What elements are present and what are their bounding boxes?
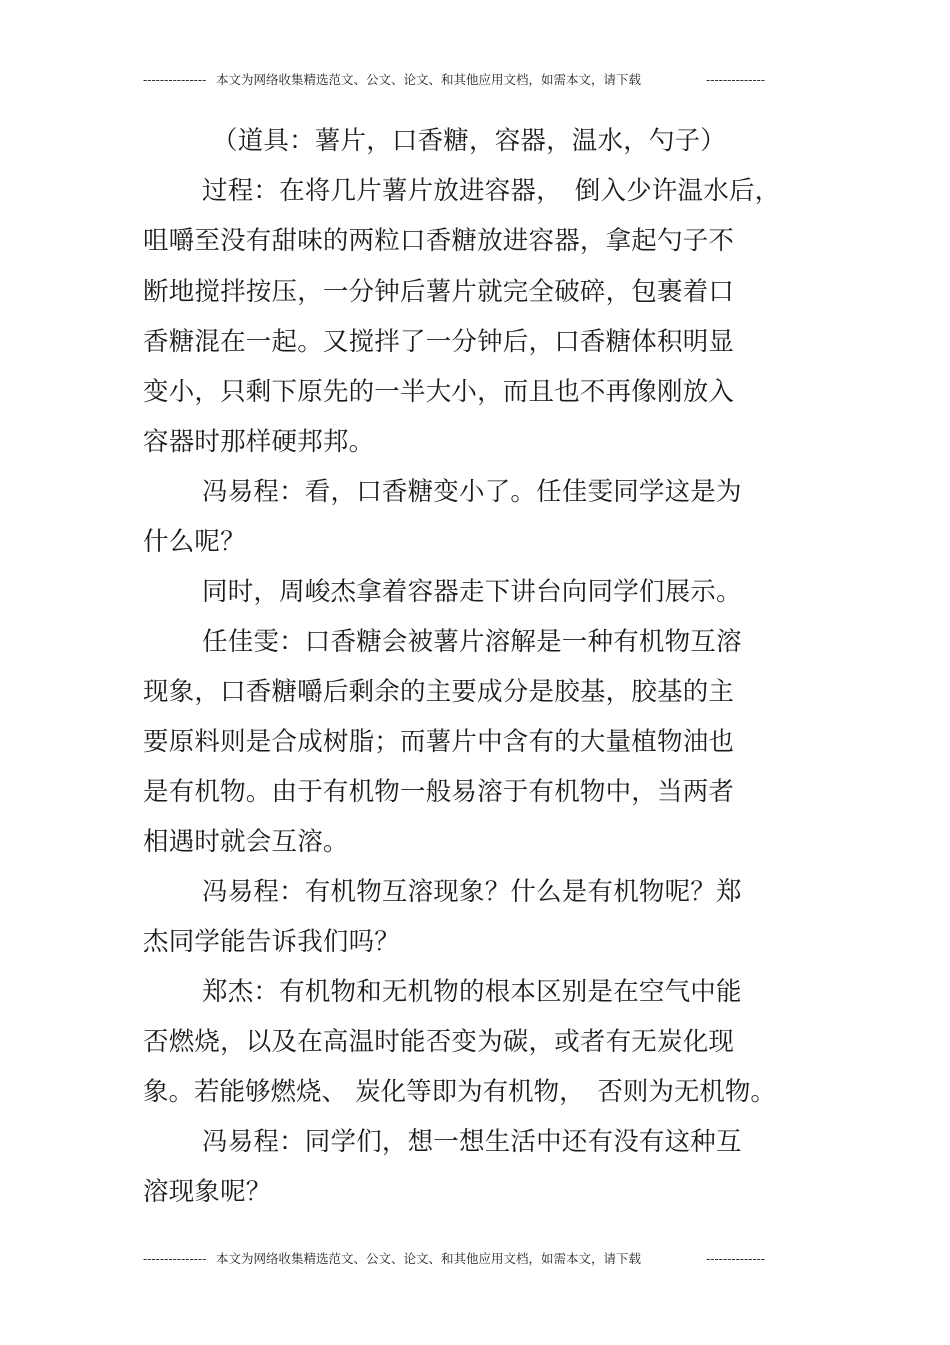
header-dash-left: --------------- [143, 72, 207, 87]
dialogue-line: 否燃烧，以及在高温时能否变为碳，或者有无炭化现 [143, 1027, 735, 1057]
dialogue-line: 相遇时就会互溶。 [143, 827, 349, 857]
footer-notice: 本文为网络收集精选范文、公文、论文、和其他应用文档，如需本文，请下载 [216, 1251, 642, 1266]
footer-dash-left: --------------- [143, 1251, 207, 1266]
page-header [0, 70, 950, 90]
narration-line: 同时，周峻杰拿着容器走下讲台向同学们展示。 [202, 577, 742, 607]
header-notice: 本文为网络收集精选范文、公文、论文、和其他应用文档，如需本文，请下载 [216, 72, 642, 87]
props-line: （道具：薯片，口香糖，容器，温水，勺子） [212, 126, 727, 156]
dialogue-line: 郑杰：有机物和无机物的根本区别是在空气中能 [202, 977, 742, 1007]
dialogue-line: 象。若能够燃烧、 炭化等即为有机物， 否则为无机物。 [143, 1077, 776, 1107]
dialogue-line: 什么呢？ [143, 527, 246, 557]
dialogue-line: 冯易程：有机物互溶现象？什么是有机物呢？郑 [202, 877, 742, 907]
process-paragraph-line: 容器时那样硬邦邦。 [143, 427, 375, 457]
dialogue-line: 冯易程：看，口香糖变小了。任佳雯同学这是为 [202, 477, 742, 507]
dialogue-line: 要原料则是合成树脂；而薯片中含有的大量植物油也 [143, 727, 735, 757]
process-paragraph-line: 过程：在将几片薯片放进容器， 倒入少许温水后， [202, 176, 781, 206]
process-paragraph-line: 变小，只剩下原先的一半大小，而且也不再像刚放入 [143, 377, 735, 407]
dialogue-line: 任佳雯：口香糖会被薯片溶解是一种有机物互溶 [202, 627, 742, 657]
dialogue-line: 溶现象呢？ [143, 1177, 272, 1207]
dialogue-line: 现象，口香糖嚼后剩余的主要成分是胶基，胶基的主 [143, 677, 735, 707]
process-paragraph-line: 咀嚼至没有甜味的两粒口香糖放进容器，拿起勺子不 [143, 226, 735, 256]
header-dash-right: -------------- [706, 72, 766, 87]
process-paragraph-line: 香糖混在一起。又搅拌了一分钟后，口香糖体积明显 [143, 327, 735, 357]
dialogue-line: 是有机物。由于有机物一般易溶于有机物中，当两者 [143, 777, 735, 807]
process-paragraph-line: 断地搅拌按压，一分钟后薯片就完全破碎，包裹着口 [143, 277, 735, 307]
dialogue-line: 杰同学能告诉我们吗？ [143, 927, 401, 957]
footer-dash-right: -------------- [706, 1251, 766, 1266]
dialogue-line: 冯易程：同学们，想一想生活中还有没有这种互 [202, 1127, 742, 1157]
page-footer [0, 1249, 950, 1269]
